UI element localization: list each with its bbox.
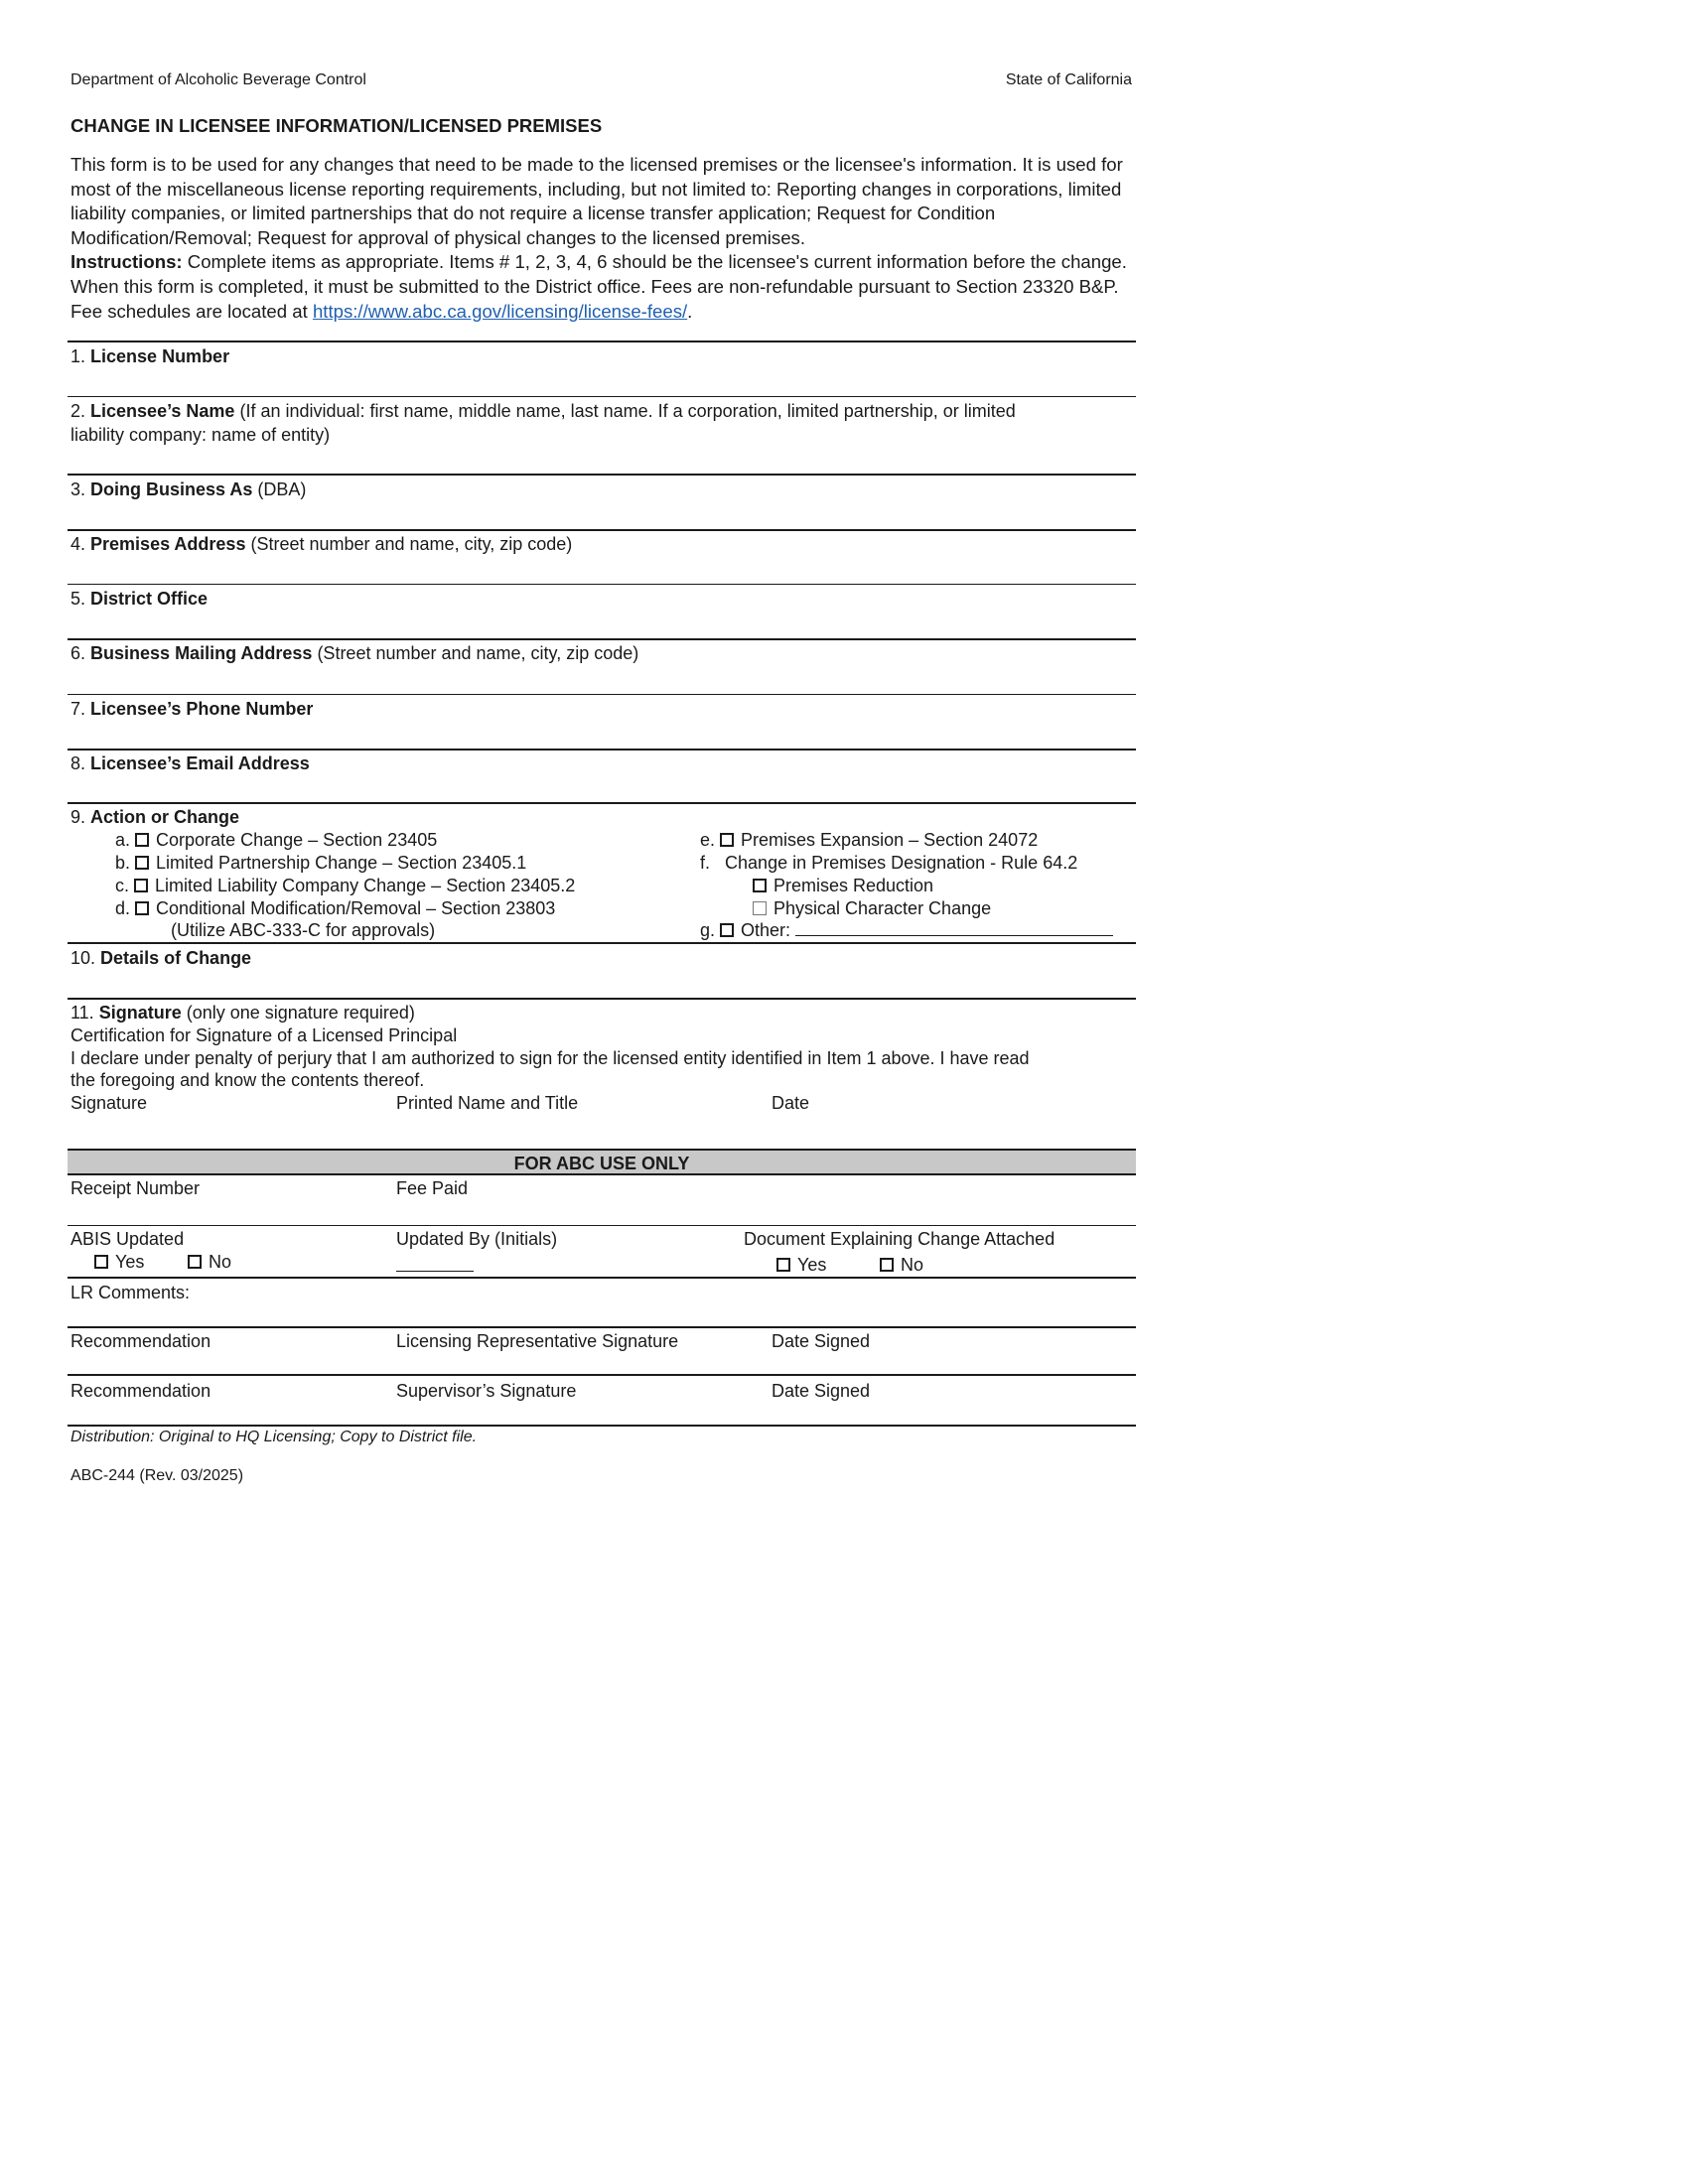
field-phone[interactable]: 7. Licensee’s Phone Number [70, 699, 314, 719]
doc-no-option[interactable]: No [880, 1253, 923, 1277]
option-d-note: (Utilize ABC-333-C for approvals) [171, 920, 436, 940]
lr-signature-label: Licensing Representative Signature [396, 1331, 679, 1351]
checkbox[interactable] [753, 901, 767, 915]
checkbox[interactable] [94, 1255, 108, 1269]
instructions-end: . [687, 300, 693, 322]
divider [68, 1374, 1136, 1376]
option-physical-character-change[interactable]: Physical Character Change [753, 896, 991, 920]
checkbox[interactable] [880, 1258, 894, 1272]
distribution-note: Distribution: Original to HQ Licensing; Copy to District file. [70, 1429, 478, 1445]
instructions-text: Complete items as appropriate. Items # 1, 2, 3, 4, 6 should be the licensee's current information before the change. When this form is completed, it must be submitted to the District office. Fees are non-refundable pursuant to Section 23320 B&P. Fee schedules are located at [70, 251, 1127, 322]
divider [68, 341, 1136, 342]
signature-label[interactable]: Signature [70, 1093, 148, 1113]
divider [68, 1225, 1136, 1226]
option-premises-reduction[interactable]: Premises Reduction [753, 874, 933, 897]
form-title: CHANGE IN LICENSEE INFORMATION/LICENSED PREMISES [70, 115, 603, 136]
intro-paragraph [70, 153, 1133, 324]
option-conditional-modification[interactable]: d. Conditional Modification/Removal – Section 23803 [115, 898, 556, 918]
date-signed-label: Date Signed [772, 1331, 871, 1351]
divider [68, 942, 1136, 944]
field-email[interactable]: 8. Licensee’s Email Address [70, 753, 310, 773]
checkbox[interactable] [188, 1255, 202, 1269]
department-name: Department of Alcoholic Beverage Control [70, 71, 366, 88]
printed-name-label[interactable]: Printed Name and Title [396, 1093, 579, 1113]
other-input-line[interactable] [795, 919, 1113, 936]
field-dba[interactable]: 3. Doing Business As (DBA) [70, 479, 307, 499]
checkbox[interactable] [135, 901, 149, 915]
date-label[interactable]: Date [772, 1093, 810, 1113]
checkbox[interactable] [135, 833, 149, 847]
checkbox[interactable] [753, 879, 767, 892]
lr-comments-label[interactable]: LR Comments: [70, 1283, 191, 1302]
option-limited-partnership-change[interactable]: b. Limited Partnership Change – Section 23405.1 [115, 853, 527, 873]
instructions-label: Instructions: [70, 251, 183, 273]
declaration-line-1: I declare under penalty of perjury that I am authorized to sign for the licensed entity identified in Item 1 above. I have read [70, 1048, 1030, 1068]
divider [68, 638, 1136, 640]
fee-paid-label: Fee Paid [396, 1178, 469, 1198]
field-license-number[interactable]: 1. License Number [70, 346, 230, 366]
license-fees-link[interactable]: https://www.abc.ca.gov/licensing/license-fees/ [312, 300, 688, 322]
updated-by-label: Updated By (Initials) [396, 1229, 558, 1249]
document-attached-label: Document Explaining Change Attached [744, 1229, 1055, 1249]
abis-no-option[interactable]: No [188, 1250, 231, 1274]
divider [68, 474, 1136, 476]
certification-title: Certification for Signature of a Licensed Principal [70, 1025, 458, 1045]
divider [68, 396, 1136, 397]
divider [68, 1277, 1136, 1279]
divider [68, 694, 1136, 695]
checkbox[interactable] [135, 856, 149, 870]
divider [68, 584, 1136, 585]
field-premises-address[interactable]: 4. Premises Address (Street number and name, city, zip code) [70, 534, 573, 554]
intro-description: This form is to be used for any changes that need to be made to the licensed premises or the licensee's information. It is used for most of the miscellaneous license reporting requirements, including, but not limited to: Reporting changes in corporations, limited liability companies, or limited partnerships that do not require a license transfer application; Request for Condition Modification/Removal; Request for approval of physical changes to the licensed premises. [70, 154, 1123, 248]
field-district-office[interactable]: 5. District Office [70, 589, 209, 609]
checkbox[interactable] [720, 923, 734, 937]
state-name: State of California [1005, 71, 1132, 88]
updated-by-initials-line[interactable] [396, 1255, 474, 1272]
divider [68, 802, 1136, 804]
receipt-number-label: Receipt Number [70, 1178, 201, 1198]
signature-heading: 11. Signature (only one signature required) [70, 1003, 415, 1023]
option-premises-expansion[interactable]: e. Premises Expansion – Section 24072 [700, 830, 1039, 850]
recommendation-label: Recommendation [70, 1381, 211, 1401]
form-id: ABC-244 (Rev. 03/2025) [70, 1467, 244, 1484]
field-mailing-address[interactable]: 6. Business Mailing Address (Street number and name, city, zip code) [70, 643, 639, 663]
checkbox[interactable] [776, 1258, 790, 1272]
divider [68, 749, 1136, 751]
divider [68, 1425, 1136, 1427]
details-heading[interactable]: 10. Details of Change [70, 948, 252, 968]
divider [68, 998, 1136, 1000]
checkbox[interactable] [134, 879, 148, 892]
field-licensee-name[interactable]: 2. Licensee’s Name (If an individual: first name, middle name, last name. If a corporation, limited partnership, or limited liability company: name of entity) [70, 401, 1016, 445]
abis-yes-option[interactable]: Yes [94, 1250, 144, 1274]
option-other[interactable]: g. Other: [700, 918, 1113, 942]
action-heading: 9. Action or Change [70, 807, 240, 827]
abc-use-header: FOR ABC USE ONLY [68, 1149, 1136, 1175]
option-premises-designation: f. Change in Premises Designation - Rule 64.2 [700, 853, 1078, 873]
option-llc-change[interactable]: c. Limited Liability Company Change – Section 23405.2 [115, 876, 576, 895]
doc-yes-option[interactable]: Yes [776, 1253, 826, 1277]
recommendation-label: Recommendation [70, 1331, 211, 1351]
divider [68, 1326, 1136, 1328]
divider [68, 529, 1136, 531]
declaration-line-2: the foregoing and know the contents thereof. [70, 1070, 425, 1090]
option-corporate-change[interactable]: a. Corporate Change – Section 23405 [115, 830, 438, 850]
abis-updated-label: ABIS Updated [70, 1229, 185, 1249]
date-signed-label: Date Signed [772, 1381, 871, 1401]
supervisor-signature-label: Supervisor’s Signature [396, 1381, 577, 1401]
checkbox[interactable] [720, 833, 734, 847]
